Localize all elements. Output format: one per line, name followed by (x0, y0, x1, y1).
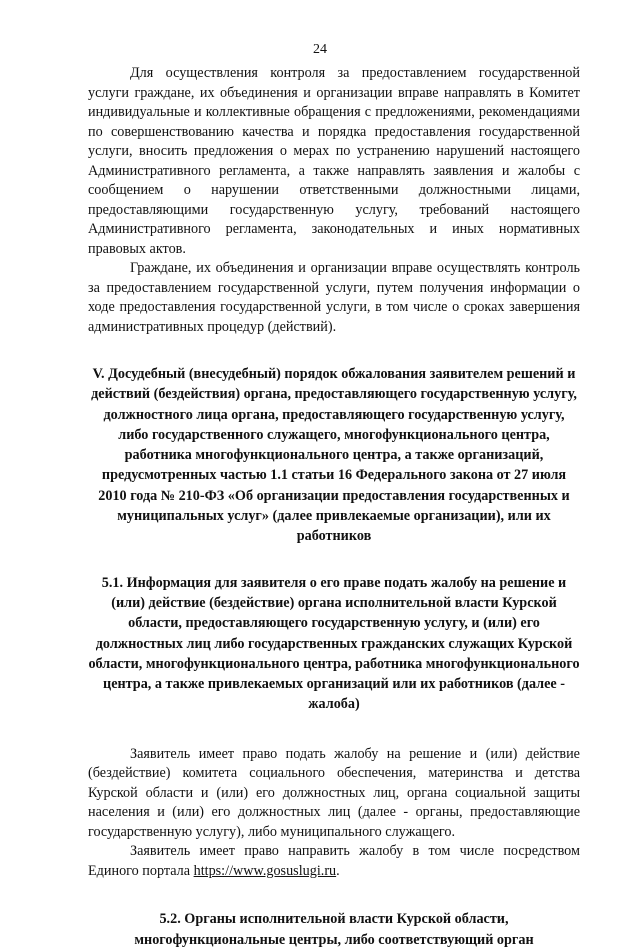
section-5-2 (88, 909, 580, 950)
document-body (88, 64, 580, 950)
portal-text-after: . (336, 862, 340, 879)
page-number: 24 (313, 42, 327, 57)
portal-text-before: Заявитель имеет право направить жалобу в том числе посредством Единого портала (88, 843, 580, 879)
paragraph-control-information: Граждане, их объединения и организации вправе осуществлять контроль за предоставлением государственной услуги, путем получения информации о ходе предоставления государственной услуги, в том числе о сроках завершения административных процедур (действий). (88, 260, 580, 335)
paragraph-complaint-portal (88, 842, 580, 881)
paragraph-complaint-right: Заявитель имеет право подать жалобу на решение и (или) действие (бездействие) комитета социального обеспечения, материнства и детства Курской области и (или) его должностных лиц, органа социальной защиты населения и (или) его должностных лиц (далее - органы, предоставляющие государственную услугу), либо муниципального служащего. (88, 745, 580, 840)
section-5-2-title: 5.2. Органы исполнительной власти Курской области, многофункциональные центры, либо соответствующий орган (134, 911, 534, 948)
gosuslugi-link[interactable]: https://www.gosuslugi.ru (193, 862, 337, 879)
section-5-1 (88, 573, 580, 715)
section-5-1-title: 5.1. Информация для заявителя о его праве подать жалобу на решение и (или) действие (бездействие) органа исполнительной власти Курской области, предоставляющего государственную услугу, и (или) его должностных лиц либо государственных гражданских служащих Курской области, многофункционального центра, работника многофункционального центра, а также привлекаемых организаций или их работников (далее - жалоба) (88, 574, 580, 713)
section-v (88, 364, 580, 547)
paragraph-control-proposals: Для осуществления контроля за предоставлением государственной услуги граждане, их объединения и организации вправе направлять в Комитет индивидуальные и коллективные обращения с предложениями, рекомендациями по совершенствованию качества и порядка предоставления государственной услуги, вносить предложения о мерах по устранению нарушений настоящего Административного регламента, а также направлять заявления и жалобы с сообщением о нарушении ответственными должностными лицами, предоставляющими государственную услугу, требований настоящего Административного регламента, законодательных и иных нормативных правовых актов. (88, 65, 580, 257)
section-v-title: V. Досудебный (внесудебный) порядок обжалования заявителем решений и действий (бездействия) органа, предоставляющего государственную услугу, должностного лица органа, предоставляющего государственную услугу, либо государственного служащего, многофункционального центра, работника многофункционального центра, а также организаций, предусмотренных частью 1.1 статьи 16 Федерального закона от 27 июля 2010 года № 210-ФЗ «Об организации предоставления государственных и муниципальных услуг» (далее привлекаемые организации), или их работников (91, 366, 577, 545)
